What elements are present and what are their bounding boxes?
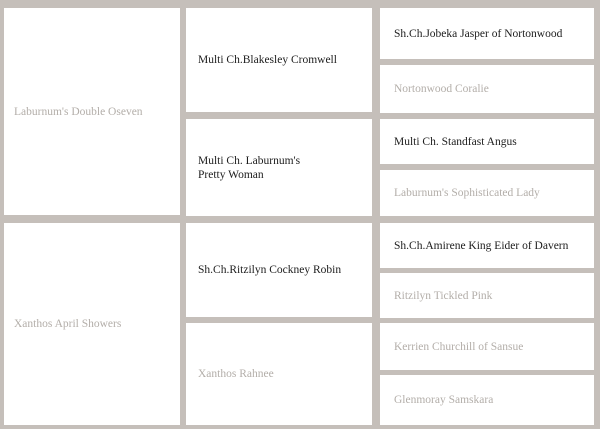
- dam-sire-dam-name: Ritzilyn Tickled Pink: [394, 289, 493, 302]
- sire-sire-name: Multi Ch.Blakesley Cromwell: [198, 54, 337, 66]
- sire-sire-dam-cell: [380, 65, 594, 113]
- sire-cell: [4, 8, 180, 215]
- sire-dam-sire-cell: [380, 119, 594, 164]
- sire-sire-cell: [186, 8, 372, 112]
- dam-name: Xanthos April Showers: [14, 318, 122, 330]
- sire-dam-name: Multi Ch. Laburnum's Pretty Woman: [198, 154, 301, 181]
- dam-dam-sire-name: Kerrien Churchill of Sansue: [394, 340, 524, 353]
- dam-dam-dam-name: Glenmoray Samskara: [394, 394, 494, 406]
- dam-dam-name: Xanthos Rahnee: [198, 368, 274, 380]
- dam-sire-sire-cell: [380, 223, 594, 268]
- sire-sire-sire-name: Sh.Ch.Jobeka Jasper of Nortonwood: [394, 27, 563, 40]
- dam-dam-cell: [186, 323, 372, 425]
- sire-sire-sire-cell: [380, 8, 594, 59]
- sire-dam-dam-cell: [380, 170, 594, 216]
- dam-dam-dam-cell: [380, 375, 594, 425]
- sire-dam-cell: [186, 119, 372, 216]
- dam-cell: [4, 223, 180, 425]
- sire-dam-dam-name: Laburnum's Sophisticated Lady: [394, 187, 540, 199]
- sire-sire-dam-name: Nortonwood Coralie: [394, 83, 489, 95]
- dam-sire-dam-cell: [380, 273, 594, 318]
- dam-sire-cell: [186, 223, 372, 317]
- dam-dam-sire-cell: [380, 323, 594, 370]
- sire-dam-sire-name: Multi Ch. Standfast Angus: [394, 135, 517, 148]
- dam-sire-name: Sh.Ch.Ritzilyn Cockney Robin: [198, 264, 342, 276]
- dam-sire-sire-name: Sh.Ch.Amirene King Eider of Davern: [394, 239, 569, 252]
- sire-name: Laburnum's Double Oseven: [14, 105, 143, 118]
